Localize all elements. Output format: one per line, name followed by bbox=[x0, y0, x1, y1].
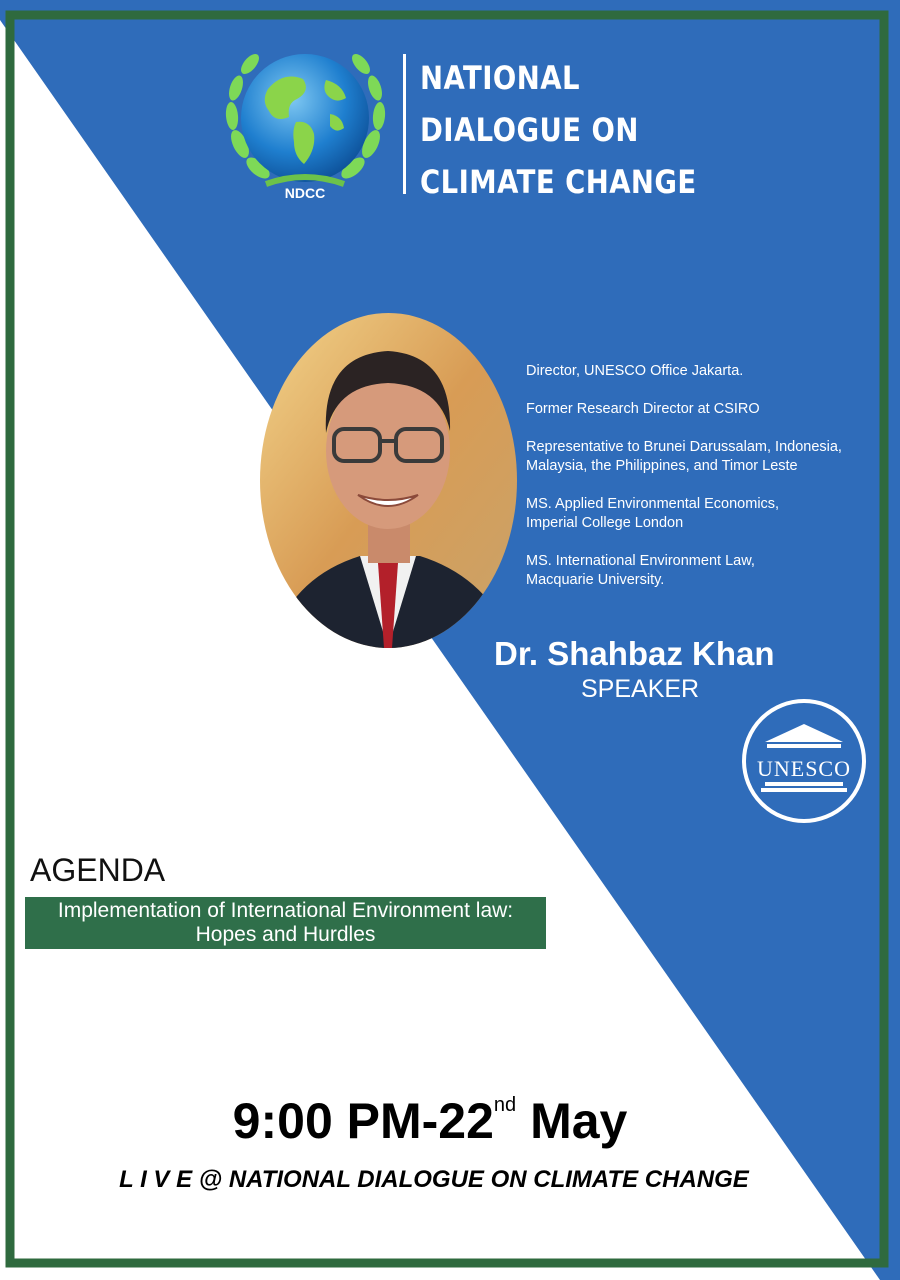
speaker-portrait bbox=[260, 313, 517, 648]
agenda-topic bbox=[25, 897, 546, 949]
speaker-role: SPEAKER bbox=[581, 675, 700, 703]
title-line: CLIMATE CHANGE bbox=[420, 163, 697, 201]
organization-title bbox=[420, 52, 697, 208]
credential-item: Former Research Director at CSIRO bbox=[526, 401, 760, 417]
credential-item: MS. Applied Environmental Economics, Imperial College London bbox=[526, 496, 780, 531]
speaker-name: Dr. Shahbaz Khan bbox=[494, 635, 775, 672]
ndcc-globe-logo bbox=[218, 44, 393, 204]
event-datetime bbox=[0, 1092, 860, 1150]
event-month: May bbox=[530, 1093, 628, 1149]
agenda-label: AGENDA bbox=[30, 852, 166, 888]
credential-item: MS. International Environment Law, Macquarie University. bbox=[526, 553, 755, 588]
speaker-credentials bbox=[526, 362, 896, 609]
date-ordinal: nd bbox=[493, 1094, 517, 1116]
credential-item: Representative to Brunei Darussalam, Indonesia, Malaysia, the Philippines, and Timor Leste bbox=[526, 439, 842, 474]
logo-text: NDCC bbox=[284, 185, 326, 201]
header-divider bbox=[403, 54, 406, 194]
unesco-logo-text: UNESCO bbox=[756, 756, 852, 781]
event-time: 9:00 PM-22 bbox=[232, 1093, 494, 1149]
title-line: DIALOGUE ON bbox=[420, 111, 639, 149]
title-line: NATIONAL bbox=[420, 59, 580, 97]
credential-item: Director, UNESCO Office Jakarta. bbox=[526, 363, 744, 379]
live-announcement: L I V E @ NATIONAL DIALOGUE ON CLIMATE CHANGE bbox=[119, 1166, 749, 1193]
agenda-topic-line: Implementation of International Environment law: bbox=[57, 899, 514, 922]
unesco-logo bbox=[741, 698, 867, 824]
agenda-topic-line: Hopes and Hurdles bbox=[195, 923, 376, 946]
